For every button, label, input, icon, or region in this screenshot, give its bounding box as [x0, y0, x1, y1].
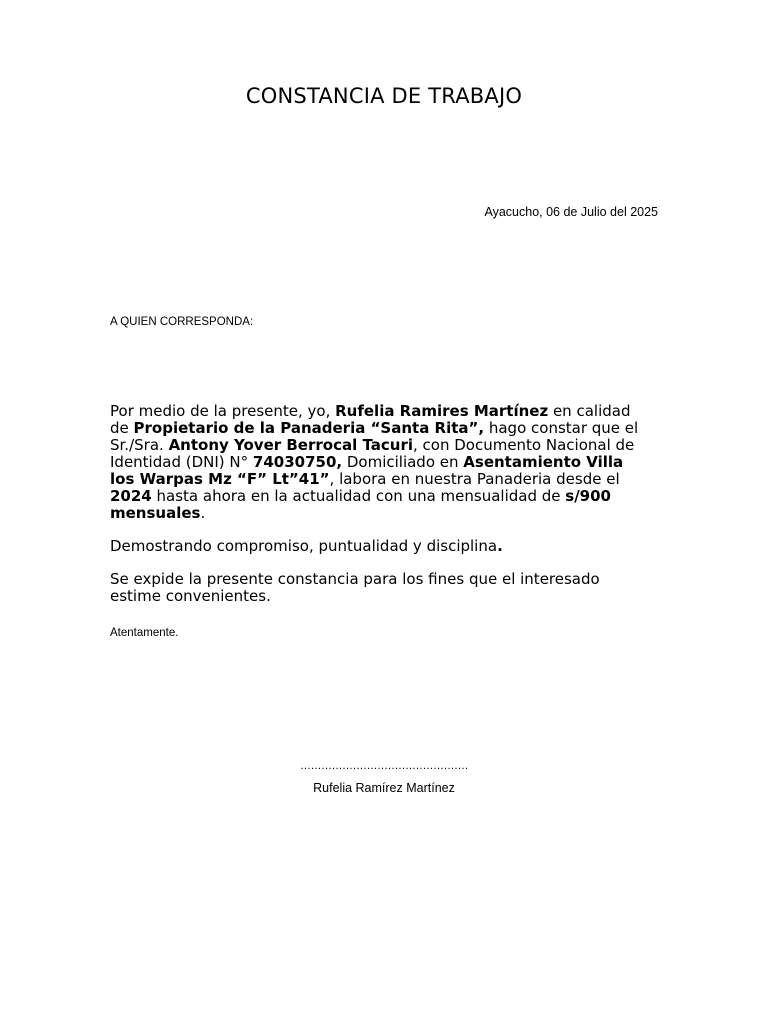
text-segment: Domiciliado en: [342, 453, 464, 471]
text-segment: hasta ahora en la actualidad con una mensualidad de: [151, 487, 566, 505]
text-segment: .: [497, 537, 503, 555]
employer-role: Propietario de la Panaderia “Santa Rita”,: [133, 419, 485, 437]
text-segment: hago constar que el Sr./Sra.: [110, 419, 639, 454]
text-segment: Demostrando compromiso, puntualidad y disciplina: [110, 537, 498, 555]
signature-name: Rufelia Ramírez Martínez: [313, 781, 455, 795]
employer-name: Rufelia Ramires Martínez: [335, 402, 549, 420]
text-segment: Por medio de la presente, yo,: [110, 402, 336, 420]
monthly-salary: s/900 mensuales: [110, 487, 611, 522]
document-date: Ayacucho, 06 de Julio del 2025: [484, 205, 658, 219]
document-body: [110, 403, 650, 605]
paragraph-certification: [110, 403, 650, 522]
paragraph-qualities: [110, 538, 650, 555]
employee-name: Antony Yover Berrocal Tacuri: [168, 436, 413, 454]
closing: Atentamente.: [110, 627, 179, 639]
text-segment: , con Documento Nacional de Identidad (DNI) N°: [110, 436, 635, 471]
text-segment: , labora en nuestra Panaderia desde el: [329, 470, 620, 488]
start-year: 2024: [110, 487, 152, 505]
employee-address: Asentamiento Villa los Warpas Mz “F” Lt”41”: [110, 453, 624, 488]
employee-dni: 74030750,: [252, 453, 343, 471]
salutation: A QUIEN CORRESPONDA:: [110, 316, 254, 328]
text-segment: en calidad de: [110, 402, 631, 437]
document-title: CONSTANCIA DE TRABAJO: [245, 84, 523, 108]
paragraph-purpose: Se expide la presente constancia para los fines que el interesado estime convenientes.: [110, 570, 600, 605]
signature-line: …………………………………………: [300, 760, 468, 772]
text-segment: .: [200, 504, 206, 522]
